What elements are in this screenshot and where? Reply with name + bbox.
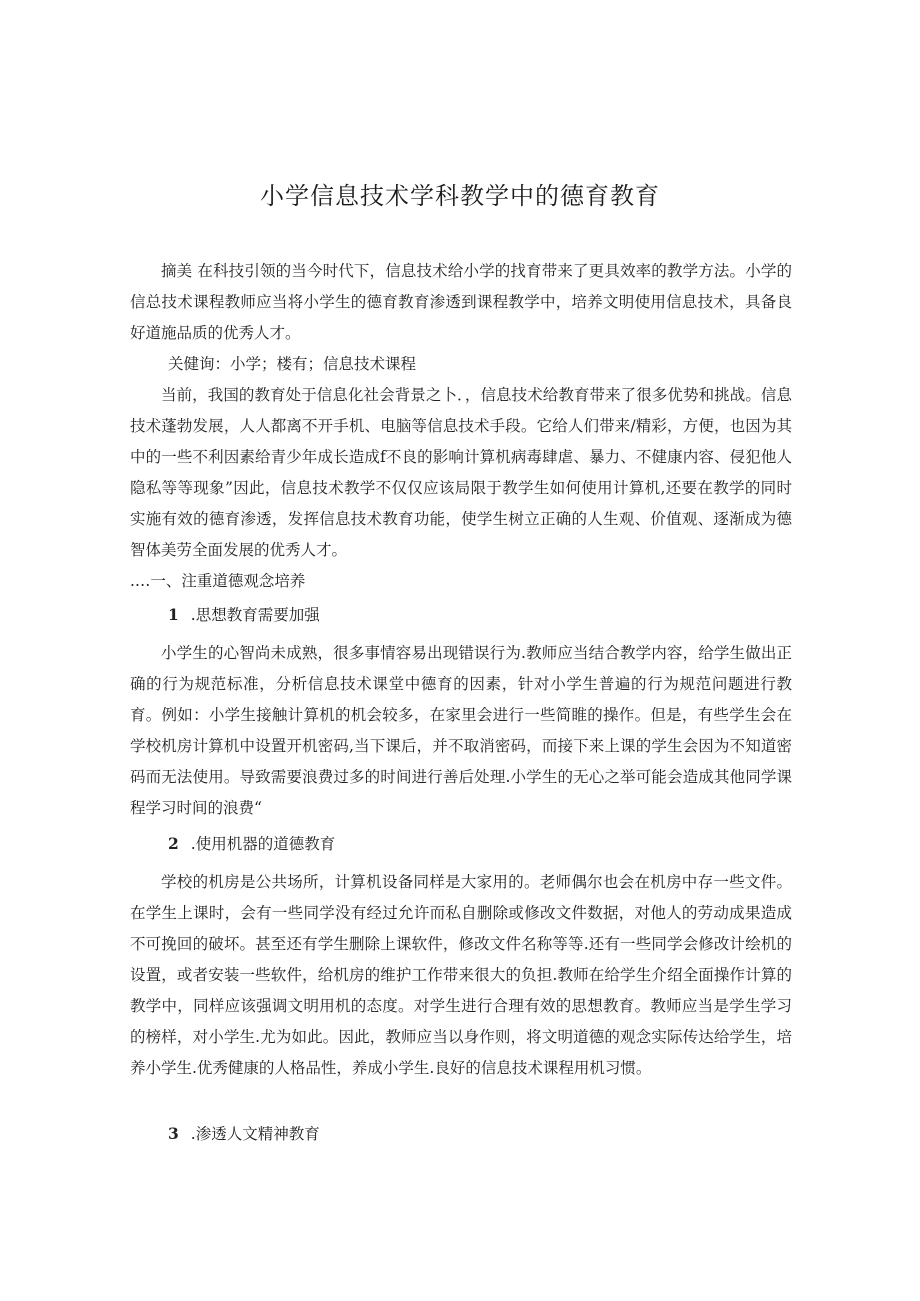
subsection-2-number: 2 [168, 834, 179, 853]
subsection-2-paragraph: 学校的机房是公共场所，计算机设备同样是大家用的。老师偶尔也会在机房中存一些文件。在学生上课时，会有一些同学没有经过允许而私自删除或修改文件数据，对他人的劳动成果造成不可挽回的破坏。甚至还有学生删除上课软件，修改文件名称等等.还有一些同学会修改计绘机的设置，或者安装一些软件，给机房的维护工作带来很大的负担.教师在给学生介绍全面操作计算的教学中，同样应该强调文明用机的态度。对学生进行合理有效的思想教育。教师应当是学生学习的榜样，对小学生.尤为如此。因此，教师应当以身作则，将文明道德的观念实际传达给学生，培养小学生.优秀健康的人格品性，养成小学生.良好的信息技术课程用机习惯。 [130, 873, 792, 1077]
subsection-1-title: .思想教育需要加强 [190, 606, 320, 624]
subsection-3-title: .渗透人文精神教育 [190, 1125, 320, 1143]
subsection-1-heading [168, 599, 320, 631]
intro-paragraph: 当前，我国的教育处于信息化社会背景之卜．，信息技术给教育带来了很多优势和挑战。信息技术蓬勃发展，人人都离不开手机、电脑等信息技术手段。它给人们带来/精彩，方便，也因为其中的一些不利因素给青少年成长造成f不良的影响计算机病毒肆虐、暴力、不健康内容、侵犯他人隐私等等现象”因此，信息技术教学不仅仅应该局限于教学生如何使用计算机,还要在教学的同时实施有效的德育渗透，发挥信息技术教育功能，使学生树立正确的人生观、价值观、逐渐成为德智体美劳全面发展的优秀人才。 [130, 386, 792, 559]
subsection-1-paragraph: 小学生的心智尚未成熟，很多事情容易出现错误行为.教师应当结合教学内容，给学生做出正确的行为规范标准，分析信息技术课堂中德育的因素，针对小学生普遍的行为规范问题进行教育。例如：小学生接触计算机的机会较多，在家里会进行一些简睢的操作。但是，有些学生会在学校机房计算机中设置开机密码,当下课后，并不取消密码，而接下来上课的学生会因为不知道密码而无法使用。导致需要浪费过多的时间进行善后处理.小学生的无心之举可能会造成其他同学课程学习时间的浪费“ [130, 644, 792, 817]
document-title: 小学信息技术学科教学中的德育教育 [260, 182, 660, 210]
subsection-1-number: 1 [168, 605, 179, 624]
subsection-3-number: 3 [168, 1124, 179, 1143]
subsection-2-title: .使用机器的道德教育 [190, 835, 336, 853]
section-1-heading: .…一、注重道德观念培养 [130, 572, 306, 590]
abstract-paragraph: 摘美 在科技引领的当今时代下，信息技术给小学的找育带来了更具效率的教学方法。小学的信总技术课程教师应当将小学生的德育教育渗透到课程教学中，培养文明使用信息技术，具备良好道施品质的优秀人才。 [130, 262, 792, 342]
subsection-2-heading [168, 828, 335, 860]
keywords-line: 关健询：小学；楼有；信息技术课程 [168, 355, 417, 373]
subsection-3-heading [168, 1118, 320, 1150]
